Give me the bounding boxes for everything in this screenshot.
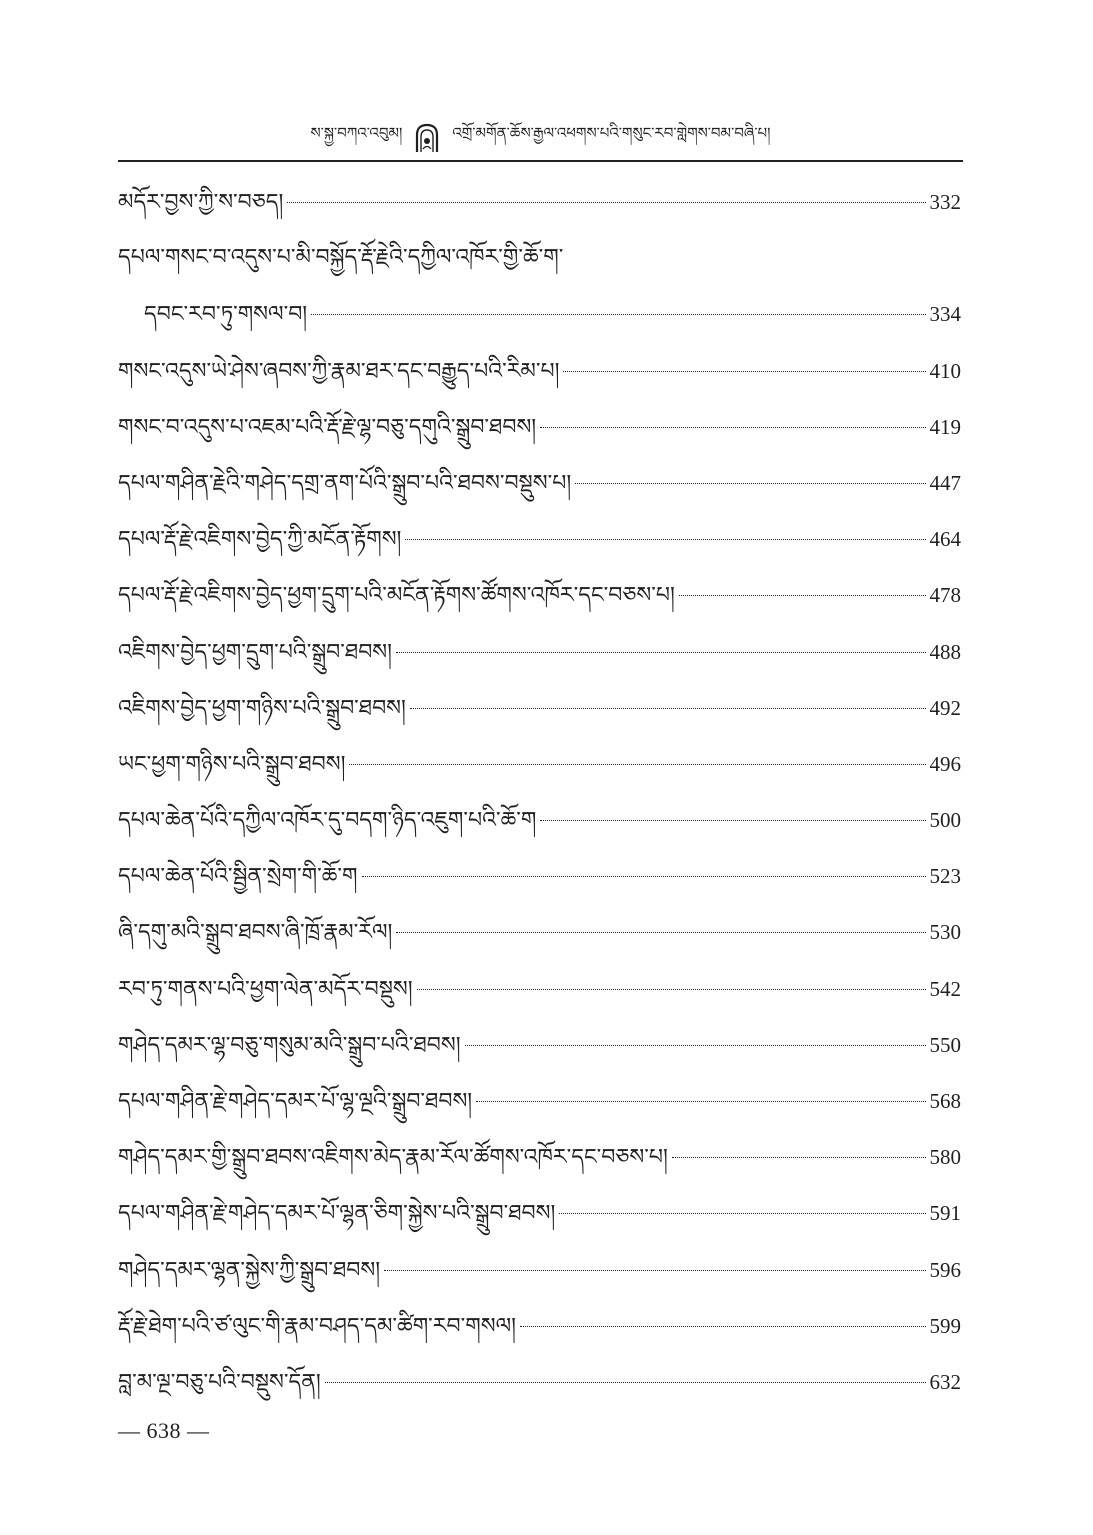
dot-leader <box>362 876 926 877</box>
toc-entry-title: བླ་མ་ལྔ་བཅུ་པའི་བསྡུས་དོན། <box>118 1369 321 1395</box>
toc-page-number: 419 <box>929 414 961 439</box>
header-left-title: ས་སྐྱ་བཀའ་འབུམ། <box>310 124 403 142</box>
toc-entry <box>118 1185 961 1241</box>
toc-entry <box>118 736 961 792</box>
toc-entry <box>118 961 961 1017</box>
toc-entry-title: འཇིགས་བྱེད་ཕྱག་དྲུག་པའི་སྒྲུབ་ཐབས། <box>118 639 393 665</box>
toc-entry <box>118 567 961 623</box>
toc-entry <box>118 399 961 455</box>
toc-page-number: 568 <box>929 1089 961 1113</box>
toc-entry-title: འཇིགས་བྱེད་ཕྱག་གཉིས་པའི་སྒྲུབ་ཐབས། <box>118 695 406 721</box>
dot-leader <box>384 1270 925 1271</box>
dot-leader <box>410 708 926 709</box>
toc-entry <box>118 624 961 680</box>
toc-entry-title: ཡང་ཕྱག་གཉིས་པའི་སྒྲུབ་ཐབས། <box>118 751 346 777</box>
toc-entry <box>118 286 961 342</box>
toc-page-number: 523 <box>929 864 961 889</box>
toc-entry <box>118 174 961 230</box>
toc-entry-title: དཔལ་རྡོ་རྗེ་འཇིགས་བྱེད་ཕྱག་དྲུག་པའི་མངོན་རྟོགས་ཚོགས་འཁོར་དང་བཅས་པ། <box>118 583 675 609</box>
toc-entry <box>118 1017 961 1073</box>
toc-page-number: 332 <box>929 190 961 214</box>
toc-page-number: 492 <box>929 695 961 720</box>
toc-page-number: 464 <box>929 527 961 552</box>
header-right-title: འགྲོ་མགོན་ཆོས་རྒྱལ་འཕགས་པའི་གསུང་རབ་གླེགས་བམ་བཞི་པ། <box>452 124 771 142</box>
toc-entry-title: དཔལ་གསང་བ་འདུས་པ་མི་བསྐྱོད་རྡོ་རྗེའི་དཀྱིལ་འཁོར་གྱི་ཆོ་ག་ <box>118 245 564 271</box>
toc-entry-title: གསང་བ་འདུས་པ་འཇམ་པའི་རྡོ་རྗེ་ལྷ་བཅུ་དགུའི་སྒྲུབ་ཐབས། <box>118 414 537 440</box>
dot-leader <box>396 652 925 653</box>
dot-leader <box>396 932 925 933</box>
toc-entry-title: རབ་ཏུ་གནས་པའི་ཕྱག་ལེན་མདོར་བསྡུས། <box>118 976 413 1002</box>
dot-leader <box>559 1213 925 1214</box>
dot-leader <box>311 314 925 315</box>
toc-entry-title: དཔལ་ཆེན་པོའི་དཀྱིལ་འཁོར་དུ་བདག་ཉིད་འཇུག་པའི་ཆོ་ག <box>118 808 537 834</box>
toc-entry-title: ཞི་དགུ་མའི་སྒྲུབ་ཐབས་ཞི་ཁྲོ་རྣམ་རོལ། <box>118 920 393 946</box>
page-folio: — 638 — <box>118 1418 210 1443</box>
toc-entry-title: མདོར་བྱས་ཀྱི་ས་བཅད། <box>118 190 284 215</box>
toc-entry <box>118 904 961 960</box>
toc-page-number: 500 <box>929 808 961 833</box>
toc-entry <box>118 455 961 511</box>
toc-entry-title: དཔལ་གཤིན་རྗེ་གཤེད་དམར་པོ་ལྷ་ལྔའི་སྒྲུབ་ཐབས། <box>118 1089 473 1114</box>
toc-page-number: 580 <box>929 1145 961 1170</box>
toc-page-number: 410 <box>929 358 961 383</box>
running-header <box>118 118 963 158</box>
dot-leader <box>575 483 925 484</box>
toc-page-number: 496 <box>929 751 961 776</box>
dot-leader <box>349 764 925 765</box>
dot-leader <box>540 427 925 428</box>
toc-entry-title: གསང་འདུས་ཡེ་ཤེས་ཞབས་ཀྱི་རྣམ་ཐར་དང་བརྒྱུད་པའི་རིམ་པ། <box>118 358 560 384</box>
dot-leader <box>417 989 926 990</box>
toc-entry <box>118 1298 961 1354</box>
toc-entry <box>118 343 961 399</box>
toc-entry-title: དཔལ་གཤིན་རྗེ་གཤེད་དམར་པོ་ལྷན་ཅིག་སྐྱེས་པའི་སྒྲུབ་ཐབས། <box>118 1201 556 1227</box>
toc-page-number: 334 <box>929 302 961 327</box>
dot-leader <box>476 1101 925 1102</box>
dot-leader <box>287 202 925 203</box>
toc-entry-title: དཔལ་གཤིན་རྗེའི་གཤེད་དགྲ་ནག་པོའི་སྒྲུབ་པའི་ཐབས་བསྡུས་པ། <box>118 470 572 496</box>
dot-leader <box>540 820 925 821</box>
dot-leader <box>405 539 925 540</box>
toc-entry-title: དཔལ་ཆེན་པོའི་སྦྱིན་སྲེག་གི་ཆོ་ག <box>118 864 358 890</box>
dot-leader <box>325 1382 926 1383</box>
dot-leader <box>672 1157 926 1158</box>
toc-entry-title: གཤེད་དམར་གྱི་སྒྲུབ་ཐབས་འཇིགས་མེད་རྣམ་རོལ་ཚོགས་འཁོར་དང་བཅས་པ། <box>118 1145 668 1171</box>
toc-entry <box>118 1129 961 1185</box>
toc-page-number: 530 <box>929 920 961 945</box>
toc-entry <box>118 792 961 848</box>
toc-page-number: 599 <box>929 1313 961 1338</box>
ornament-emblem-icon <box>414 123 440 153</box>
dot-leader <box>679 595 926 596</box>
toc-entry <box>118 848 961 904</box>
toc-entry-title: དབང་རབ་ཏུ་གསལ་བ། <box>144 302 308 328</box>
toc-entry <box>118 230 961 286</box>
toc-entry <box>118 511 961 567</box>
toc-entry-title: དཔལ་རྡོ་རྗེ་འཇིགས་བྱེད་ཀྱི་མངོན་རྟོགས། <box>118 527 402 553</box>
toc-entry <box>118 1242 961 1298</box>
dot-leader <box>465 1045 926 1046</box>
toc-page-number: 447 <box>929 470 961 495</box>
toc-entry <box>118 680 961 736</box>
dot-leader <box>520 1326 926 1327</box>
header-rule <box>118 160 963 162</box>
toc-page-number: 596 <box>929 1257 961 1282</box>
toc-page-number: 478 <box>929 583 961 608</box>
toc-page-number: 632 <box>929 1369 961 1394</box>
toc-entry-title: རྡོ་རྗེ་ཐེག་པའི་ཙ་ལུང་གི་རྣམ་བཤད་དམ་ཚིག་རབ་གསལ། <box>118 1313 516 1339</box>
toc-page-number: 488 <box>929 639 961 664</box>
dot-leader <box>563 371 925 372</box>
toc-entry-title: གཤེད་དམར་ལྷན་སྐྱེས་ཀྱི་སྒྲུབ་ཐབས། <box>118 1257 381 1283</box>
toc-page-number: 542 <box>929 976 961 1001</box>
toc-page-number: 550 <box>929 1032 961 1057</box>
table-of-contents <box>118 174 961 1410</box>
toc-page-number: 591 <box>929 1201 961 1226</box>
toc-entry <box>118 1354 961 1410</box>
toc-entry <box>118 1073 961 1129</box>
toc-entry-title: གཤེད་དམར་ལྷ་བཅུ་གསུམ་མའི་སྒྲུབ་པའི་ཐབས། <box>118 1032 461 1058</box>
